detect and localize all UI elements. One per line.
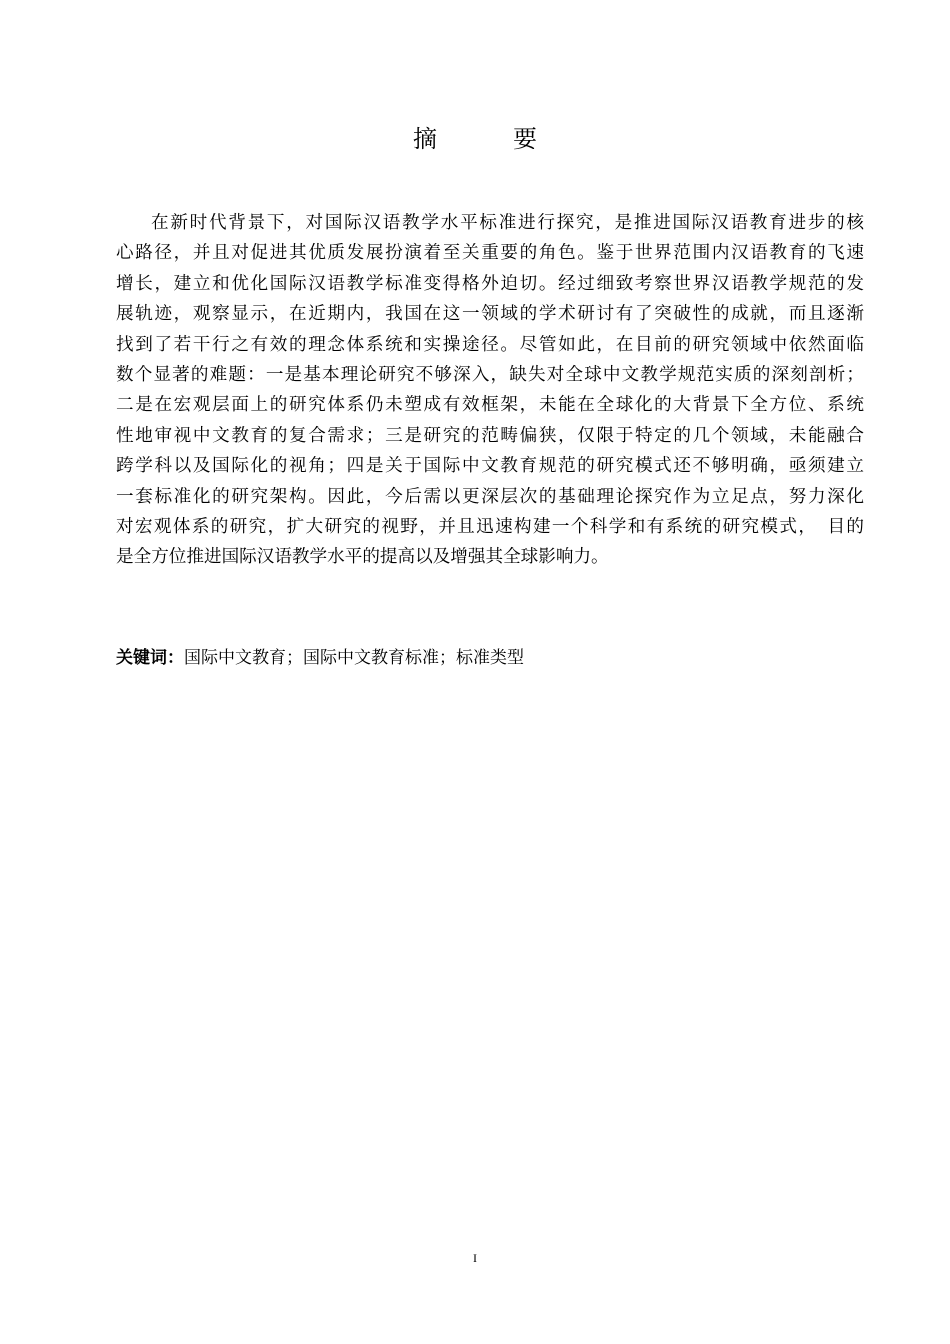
abstract-line: 展轨迹，观察显示，在近期内，我国在这一领域的学术研讨有了突破性的成就，而且逐渐	[116, 304, 864, 325]
abstract-paragraph	[116, 208, 864, 573]
abstract-line: 跨学科以及国际化的视角；四是关于国际中文教育规范的研究模式还不够明确，亟须建立	[116, 456, 864, 477]
abstract-line: 数个显著的难题：一是基本理论研究不够深入，缺失对全球中文教学规范实质的深刻剖析；	[116, 364, 864, 385]
abstract-line: 对宏观体系的研究，扩大研究的视野，并且迅速构建一个科学和有系统的研究模式， 目的	[116, 516, 864, 537]
keywords-label: 关键词：	[116, 648, 184, 668]
abstract-line: 性地审视中文教育的复合需求；三是研究的范畴偏狭，仅限于特定的几个领域，未能融合	[116, 425, 864, 446]
keywords	[116, 644, 524, 672]
abstract-line: 一套标准化的研究架构。因此，今后需以更深层次的基础理论探究作为立足点，努力深化	[116, 486, 864, 507]
abstract-line: 在新时代背景下，对国际汉语教学水平标准进行探究，是推进国际汉语教育进步的核	[151, 213, 864, 233]
abstract-line: 心路径，并且对促进其优质发展扮演着至关重要的角色。鉴于世界范围内汉语教育的飞速	[116, 243, 864, 264]
abstract-line: 增长，建立和优化国际汉语教学标准变得格外迫切。经过细致考察世界汉语教学规范的发	[116, 273, 864, 294]
abstract-line: 二是在宏观层面上的研究体系仍未塑成有效框架，未能在全球化的大背景下全方位、系统	[116, 395, 864, 416]
page-title: 摘 要	[413, 125, 563, 153]
abstract-line: 是全方位推进国际汉语教学水平的提高以及增强其全球影响力。	[116, 547, 609, 568]
keywords-text: 国际中文教育；国际中文教育标准；标准类型	[184, 648, 524, 668]
abstract-line: 找到了若干行之有效的理念体系统和实操途径。尽管如此，在目前的研究领域中依然面临	[116, 334, 864, 355]
page-number: I	[473, 1251, 477, 1265]
